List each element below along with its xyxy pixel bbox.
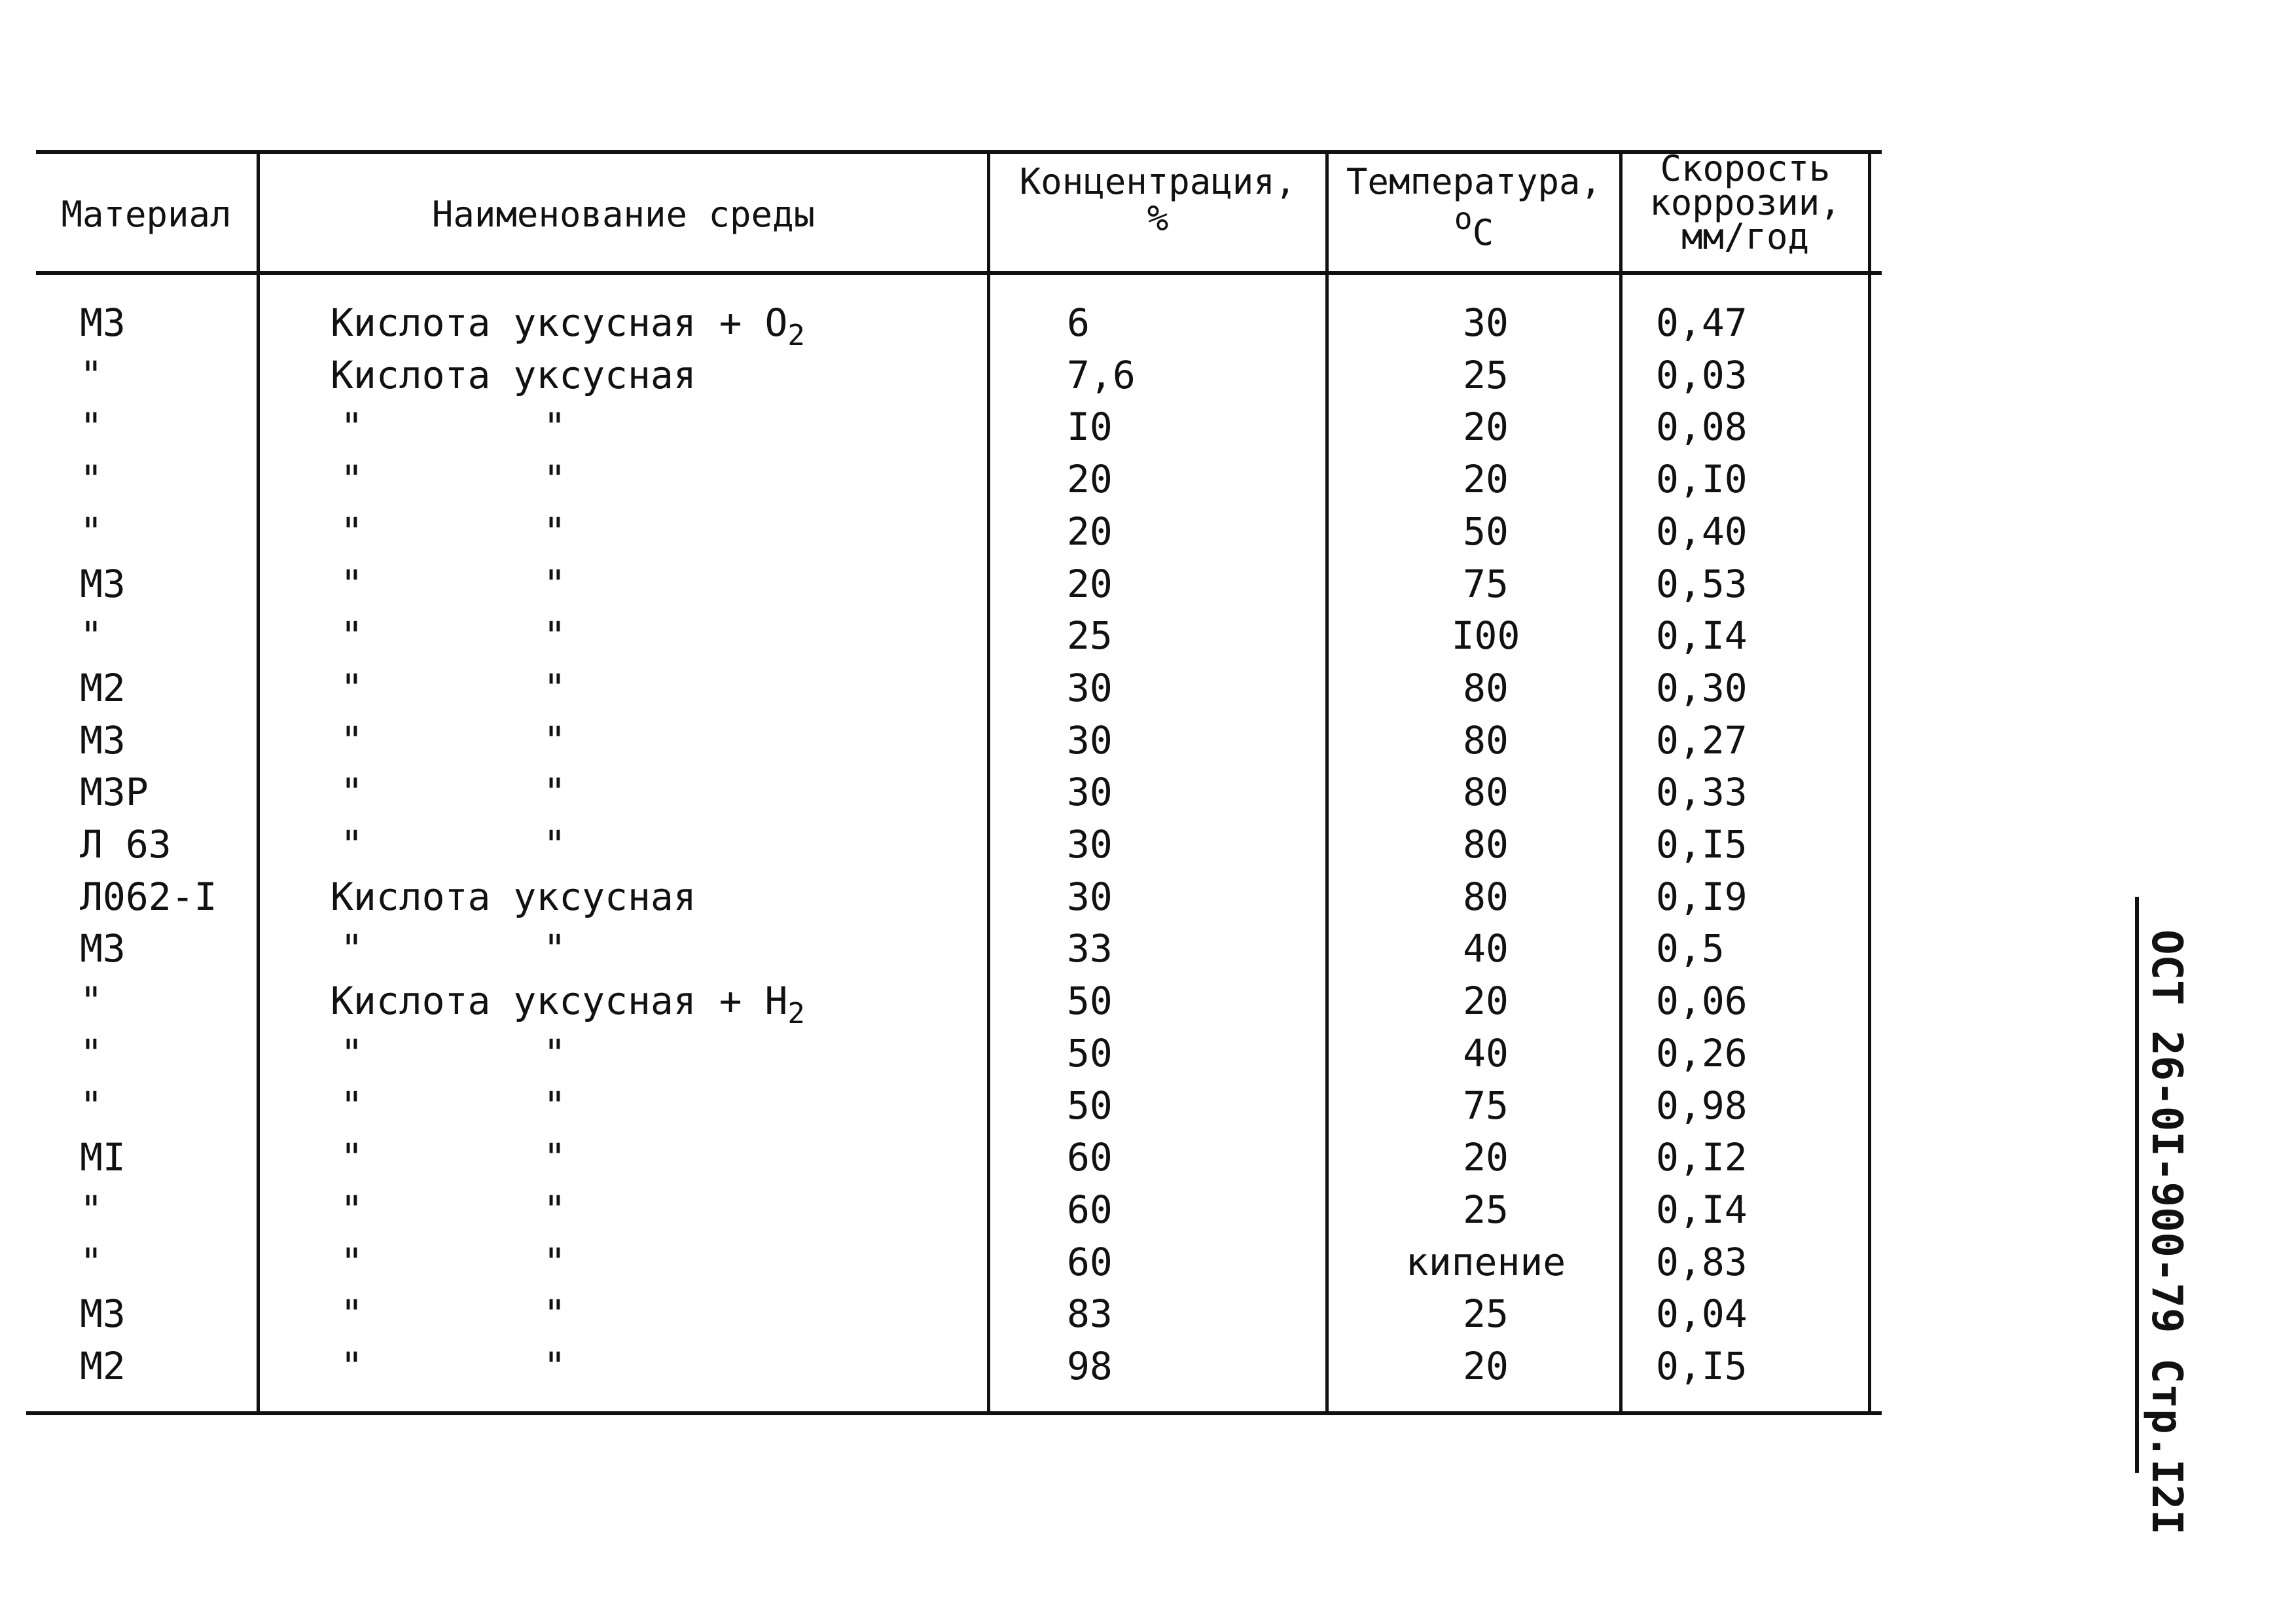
- corrosion-rate-cell: 0,53: [1656, 562, 1748, 606]
- ditto-mark: ": [340, 718, 363, 763]
- ditto-mark: ": [543, 822, 566, 867]
- material-cell: М2: [80, 1344, 126, 1388]
- medium-subscript: 2: [787, 319, 805, 352]
- temperature-cell: 80: [1463, 875, 1509, 919]
- ditto-mark: ": [340, 405, 363, 449]
- ditto-mark: ": [340, 1135, 363, 1180]
- corrosion-rate-cell: 0,30: [1656, 666, 1748, 710]
- corrosion-rate-cell: 0,83: [1656, 1240, 1748, 1284]
- temperature-cell: 30: [1463, 300, 1509, 345]
- temperature-cell: 40: [1463, 926, 1509, 971]
- header-bottom-rule: [36, 271, 1882, 275]
- corrosion-rate-cell: 0,I2: [1656, 1135, 1748, 1180]
- temperature-cell: 20: [1463, 1344, 1509, 1388]
- concentration-cell: 30: [1067, 822, 1113, 867]
- material-cell: ": [80, 353, 103, 397]
- header-concentration-line1: Концентрация,: [1019, 161, 1297, 202]
- header-rate: [1623, 148, 1868, 257]
- ditto-mark: ": [340, 509, 363, 554]
- temperature-cell: 20: [1463, 457, 1509, 501]
- concentration-cell: I0: [1067, 405, 1113, 449]
- concentration-cell: 20: [1067, 457, 1113, 501]
- material-cell: М3: [80, 926, 126, 971]
- column-divider-1: [257, 152, 260, 1414]
- corrosion-rate-cell: 0,33: [1656, 770, 1748, 814]
- ditto-mark: ": [543, 1291, 566, 1336]
- ditto-mark: ": [543, 1344, 566, 1388]
- temperature-cell: 75: [1463, 1083, 1509, 1128]
- corrosion-rate-cell: 0,27: [1656, 718, 1748, 763]
- ditto-mark: ": [340, 822, 363, 867]
- ditto-mark: ": [543, 562, 566, 606]
- concentration-cell: 50: [1067, 1031, 1113, 1075]
- header-rate-line1: Скорость: [1660, 148, 1831, 189]
- material-cell: ": [80, 1240, 103, 1284]
- concentration-cell: 30: [1067, 666, 1113, 710]
- corrosion-rate-cell: 0,47: [1656, 300, 1748, 345]
- ditto-mark: ": [543, 1031, 566, 1075]
- ditto-mark: ": [340, 562, 363, 606]
- temperature-cell: 40: [1463, 1031, 1509, 1075]
- ditto-mark: ": [340, 770, 363, 814]
- concentration-cell: 50: [1067, 979, 1113, 1023]
- ditto-mark: ": [543, 1187, 566, 1232]
- material-cell: Л 63: [80, 822, 171, 867]
- header-temperature-line1: Температура,: [1346, 161, 1602, 202]
- concentration-cell: 30: [1067, 718, 1113, 763]
- corrosion-rate-cell: 0,I5: [1656, 822, 1748, 867]
- ditto-mark: ": [543, 405, 566, 449]
- temperature-cell: 75: [1463, 562, 1509, 606]
- temperature-cell: 80: [1463, 770, 1509, 814]
- material-cell: ": [80, 405, 103, 449]
- header-temperature-unit: C: [1472, 212, 1494, 253]
- ditto-mark: ": [543, 509, 566, 554]
- ditto-mark: ": [340, 613, 363, 658]
- ditto-mark: ": [340, 1187, 363, 1232]
- material-cell: ": [80, 509, 103, 554]
- corrosion-rate-cell: 0,40: [1656, 509, 1748, 554]
- material-cell: ": [80, 613, 103, 658]
- material-cell: ": [80, 457, 103, 501]
- header-concentration: [990, 161, 1325, 239]
- ditto-mark: ": [543, 718, 566, 763]
- ditto-mark: ": [340, 1291, 363, 1336]
- ditto-mark: ": [543, 613, 566, 658]
- column-divider-2: [987, 152, 990, 1414]
- concentration-cell: 20: [1067, 509, 1113, 554]
- header-material: [36, 196, 257, 233]
- table-top-rule: [36, 150, 1882, 154]
- header-rate-line2: коррозии,: [1649, 182, 1841, 223]
- document-code: ОСТ 26-0I-900-79 Стр.I2I: [2142, 929, 2191, 1535]
- ditto-mark: ": [340, 666, 363, 710]
- ditto-mark: ": [340, 1083, 363, 1128]
- medium-subscript: 2: [787, 997, 805, 1030]
- table-bottom-rule: [26, 1411, 1882, 1415]
- ditto-mark: ": [543, 666, 566, 710]
- ditto-mark: ": [340, 1240, 363, 1284]
- corrosion-rate-cell: 0,26: [1656, 1031, 1748, 1075]
- corrosion-rate-cell: 0,03: [1656, 353, 1748, 397]
- concentration-cell: 33: [1067, 926, 1113, 971]
- material-cell: ": [80, 1031, 103, 1075]
- concentration-cell: 98: [1067, 1344, 1113, 1388]
- temperature-cell: 25: [1463, 1187, 1509, 1232]
- corrosion-rate-cell: 0,I5: [1656, 1344, 1748, 1388]
- material-cell: ": [80, 979, 103, 1023]
- concentration-cell: 20: [1067, 562, 1113, 606]
- corrosion-rate-cell: 0,06: [1656, 979, 1748, 1023]
- corrosion-rate-cell: 0,98: [1656, 1083, 1748, 1128]
- temperature-cell: 25: [1463, 1291, 1509, 1336]
- temperature-cell: 80: [1463, 666, 1509, 710]
- concentration-cell: 25: [1067, 613, 1113, 658]
- ditto-mark: ": [340, 926, 363, 971]
- corrosion-rate-cell: 0,I4: [1656, 613, 1748, 658]
- material-cell: ": [80, 1083, 103, 1128]
- concentration-cell: 30: [1067, 875, 1113, 919]
- ditto-mark: ": [543, 1135, 566, 1180]
- temperature-cell: I00: [1451, 613, 1520, 658]
- ditto-mark: ": [543, 457, 566, 501]
- material-cell: МI: [80, 1135, 126, 1180]
- side-label: [2124, 929, 2209, 1535]
- corrosion-rate-cell: 0,I4: [1656, 1187, 1748, 1232]
- temperature-cell: 80: [1463, 718, 1509, 763]
- concentration-cell: 60: [1067, 1187, 1113, 1232]
- material-cell: М3: [80, 718, 126, 763]
- corrosion-rate-cell: 0,04: [1656, 1291, 1748, 1336]
- corrosion-rate-cell: 0,08: [1656, 405, 1748, 449]
- material-cell: Л062-I: [80, 875, 217, 919]
- ditto-mark: ": [543, 770, 566, 814]
- concentration-cell: 60: [1067, 1240, 1113, 1284]
- temperature-cell: 80: [1463, 822, 1509, 867]
- medium-text: Кислота уксусная: [331, 353, 696, 397]
- ditto-mark: ": [543, 1083, 566, 1128]
- medium-text: Кислота уксусная: [331, 875, 696, 919]
- material-cell: М2: [80, 666, 126, 710]
- temperature-cell: 50: [1463, 509, 1509, 554]
- corrosion-rate-cell: 0,I0: [1656, 457, 1748, 501]
- header-temperature-line2: [1329, 200, 1619, 251]
- degree-sign: o: [1454, 201, 1473, 236]
- material-cell: М3Р: [80, 770, 149, 814]
- material-cell: М3: [80, 300, 126, 345]
- material-cell: ": [80, 1187, 103, 1232]
- ditto-mark: ": [543, 926, 566, 971]
- column-divider-3: [1325, 152, 1329, 1414]
- temperature-cell: 20: [1463, 979, 1509, 1023]
- medium-text: Кислота уксусная + H: [331, 979, 788, 1023]
- material-cell: М3: [80, 562, 126, 606]
- header-medium-label: Наименование среды: [431, 194, 816, 235]
- concentration-cell: 7,6: [1067, 353, 1136, 397]
- temperature-cell: 25: [1463, 353, 1509, 397]
- medium-cell: [331, 871, 952, 923]
- header-material-label: Материал: [61, 194, 232, 235]
- material-cell: М3: [80, 1291, 126, 1336]
- temperature-cell: 20: [1463, 405, 1509, 449]
- medium-cell: [331, 349, 952, 401]
- temperature-cell: 20: [1463, 1135, 1509, 1180]
- corrosion-rate-cell: 0,5: [1656, 926, 1725, 971]
- concentration-cell: 30: [1067, 770, 1113, 814]
- medium-text: Кислота уксусная + O: [331, 300, 788, 345]
- ditto-mark: ": [340, 1344, 363, 1388]
- corrosion-rate-cell: 0,I9: [1656, 875, 1748, 919]
- temperature-cell: кипение: [1405, 1240, 1566, 1284]
- concentration-cell: 83: [1067, 1291, 1113, 1336]
- header-rate-line3: мм/год: [1681, 216, 1810, 257]
- concentration-cell: 6: [1067, 300, 1090, 345]
- concentration-cell: 60: [1067, 1135, 1113, 1180]
- medium-cell: [331, 975, 952, 1040]
- ditto-mark: ": [340, 1031, 363, 1075]
- header-temperature: [1329, 161, 1619, 253]
- ditto-mark: ": [543, 1240, 566, 1284]
- concentration-cell: 50: [1067, 1083, 1113, 1128]
- header-medium: [260, 196, 987, 233]
- ditto-mark: ": [340, 457, 363, 501]
- header-concentration-line2: %: [1147, 198, 1169, 239]
